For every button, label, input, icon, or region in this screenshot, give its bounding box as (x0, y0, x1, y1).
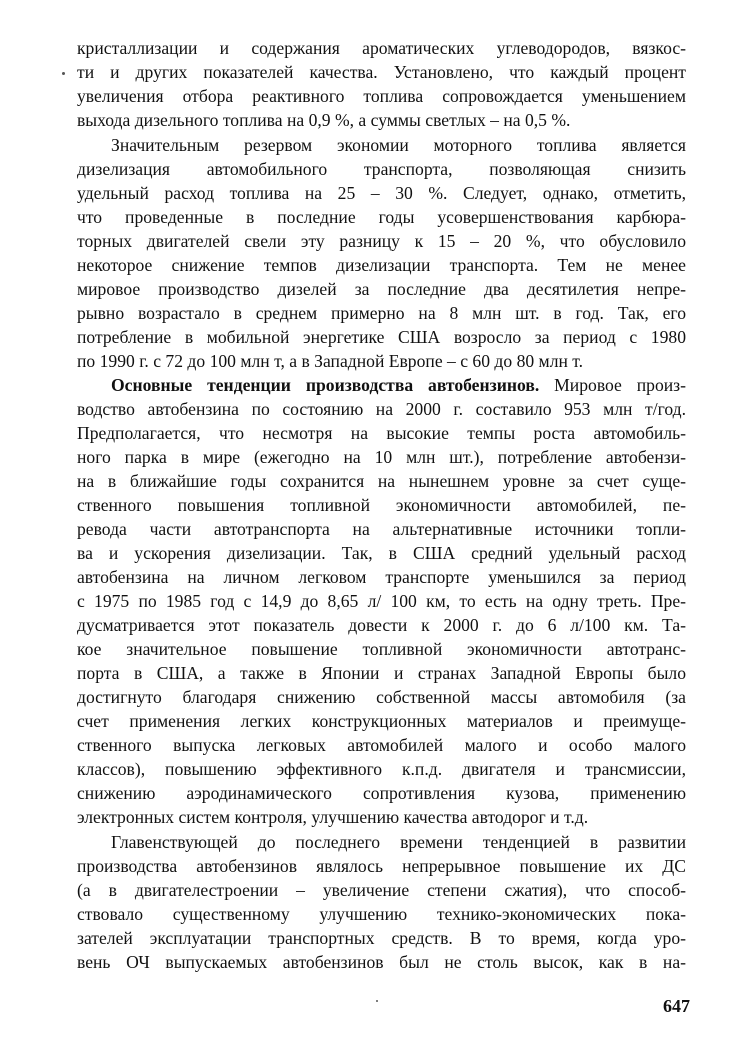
text-line: дизелизация автомобильного транспорта, позволяющая снизить (77, 159, 686, 179)
text-line: ва и ускорения дизелизации. Так, в США средний удельный расход (77, 543, 686, 563)
text-line: кое значительное повышение топливной экономичности автотранс- (77, 639, 686, 659)
text-line: ственного повышения топливной экономичности автомобилей, пе- (77, 495, 686, 515)
text-line: Предполагается, что несмотря на высокие темпы роста автомобиль- (77, 423, 686, 443)
scan-speck (62, 72, 65, 75)
section-heading-line (111, 373, 686, 397)
text-line: на в ближайшие годы сохранится на нынешнем уровне за счет суще- (77, 471, 686, 491)
text-line: рывно возрастало в среднем примерно на 8 млн шт. в год. Так, его (77, 303, 686, 323)
text-line: электронных систем контроля, улучшению качества автодорог и т.д. (77, 807, 589, 827)
text-line: снижению аэродинамического сопротивления кузова, применению (77, 783, 686, 803)
text-line: с 1975 по 1985 год с 14,9 до 8,65 л/ 100 км, то есть на одну треть. Пре- (77, 591, 686, 611)
text-line: счет применения легких конструкционных материалов и преимуще- (77, 711, 686, 731)
text-line: ти и других показателей качества. Установлено, что каждый процент (77, 62, 686, 82)
text-line: производства автобензинов являлось непрерывное повышение их ДС (77, 856, 686, 876)
text-line: водство автобензина по состоянию на 2000 г. составило 953 млн т/год. (77, 399, 686, 419)
scan-speck (376, 1000, 378, 1002)
text-line: ревода части автотранспорта на альтернативные источники топли- (77, 519, 686, 539)
text-line: ствовало существенному улучшению технико-экономических пока- (77, 904, 686, 924)
text-line: что проведенные в последние годы усовершенствования карбюра- (77, 207, 686, 227)
text-line: достигнуто благодаря снижению собственной массы автомобиля (за (77, 687, 686, 707)
text-line: некоторое снижение темпов дизелизации транспорта. Тем не менее (77, 255, 686, 275)
text-line: автобензина на личном легковом транспорте уменьшился за период (77, 567, 686, 587)
text-line: порта в США, а также в Японии и странах Западной Европы было (77, 663, 686, 683)
text-line: Главенствующей до последнего времени тенденцией в развитии (111, 832, 686, 852)
page-number: 647 (663, 996, 690, 1016)
text-line: кристаллизации и содержания ароматических углеводородов, вязкос- (77, 38, 686, 58)
text-line: мировое производство дизелей за последние два десятилетия непре- (77, 279, 686, 299)
run-in-heading: Основные тенденции производства автобензинов. (111, 375, 540, 395)
text-line: Значительным резервом экономии моторного топлива является (111, 135, 686, 155)
text-line: вень ОЧ выпускаемых автобензинов был не столь высок, как в на- (77, 952, 686, 972)
text-line: удельный расход топлива на 25 – 30 %. Следует, однако, отметить, (77, 183, 686, 203)
text-line: классов), повышению эффективного к.п.д. двигателя и трансмиссии, (77, 759, 686, 779)
text-line: ного парка в мире (ежегодно на 10 млн шт.), потребление автобензи- (77, 447, 686, 467)
text-line: (а в двигателестроении – увеличение степени сжатия), что способ- (77, 880, 686, 900)
text-line: дусматривается этот показатель довести к 2000 г. до 6 л/100 км. Та- (77, 615, 686, 635)
text-line: потребление в мобильной энергетике США возросло за период с 1980 (77, 327, 686, 347)
heading-line-rest: Мировое произ- (539, 375, 686, 395)
text-line: зателей эксплуатации транспортных средств. В то время, когда уро- (77, 928, 686, 948)
text-line: увеличения отбора реактивного топлива сопровождается уменьшением (77, 86, 686, 106)
text-line: по 1990 г. с 72 до 100 млн т, а в Западной Европе – с 60 до 80 млн т. (77, 351, 584, 371)
text-line: ственного выпуска легковых автомобилей малого и особо малого (77, 735, 686, 755)
text-line: выхода дизельного топлива на 0,9 %, а суммы светлых – на 0,5 %. (77, 110, 571, 130)
text-line: торных двигателей свели эту разницу к 15 – 20 %, что обусловило (77, 231, 686, 251)
